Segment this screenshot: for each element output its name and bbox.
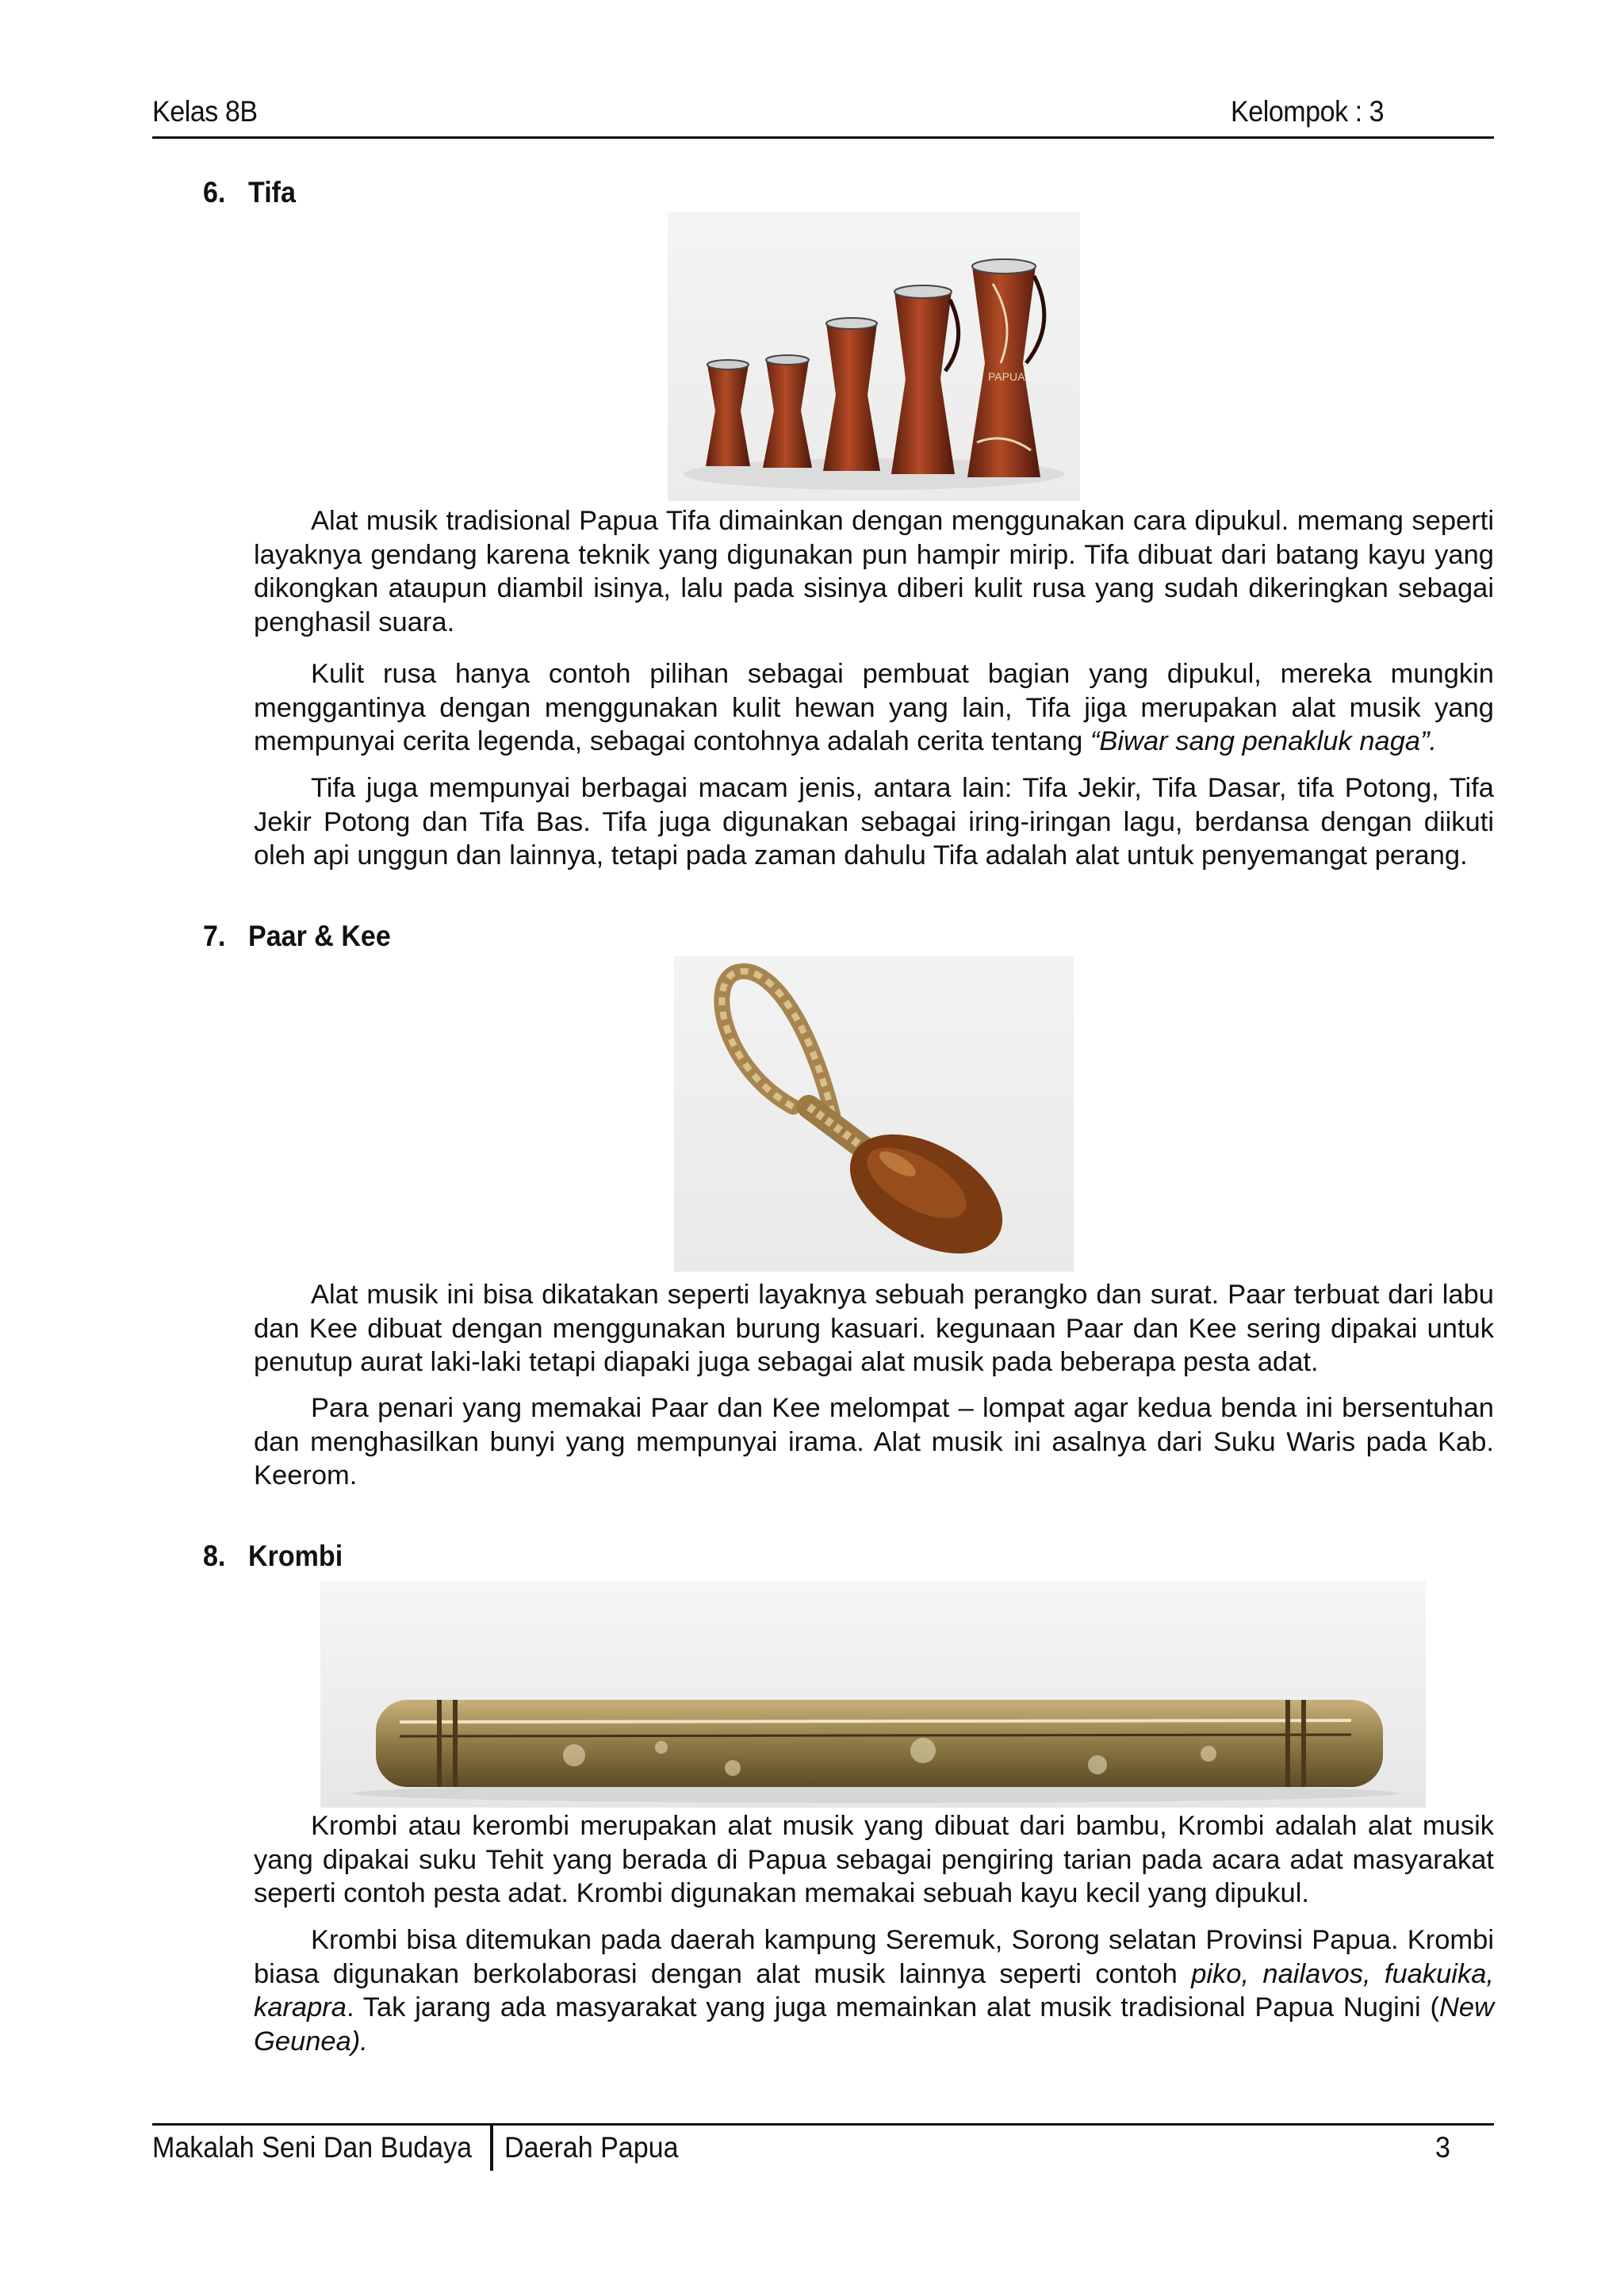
tifa-drum-large [891,285,959,474]
section-heading-krombi [203,1540,343,1573]
tifa-paragraph-1: Alat musik tradisional Papua Tifa dimainkan dengan menggunakan cara dipukul. memang seperti layaknya gendang karena teknik yang digunakan pun hampir mirip. Tifa dibuat dari batang kayu yang dikongkan ataupun diambil isinya, lalu pada sisinya diberi kulit rusa yang sudah dikeringkan sebagai penghasil suara. [254,506,1494,637]
krombi-image [320,1581,1426,1808]
tifa-paragraph-3: Tifa juga mempunyai berbagai macam jenis, antara lain: Tifa Jekir, Tifa Dasar, tifa Potong, Tifa Jekir Potong dan Tifa Bas. Tifa juga digunakan sebagai iring-iringan lagu, berdansa dengan diikuti oleh api unggun dan lainnya, tetapi pada zaman dahulu Tifa adalah alat untuk penyemangat perang. [254,773,1494,871]
tifa-drum-medium [823,318,880,471]
krombi-illustration [320,1581,1426,1808]
krombi-paragraph-2-cont: . Tak jarang ada masyarakat yang juga memainkan alat musik tradisional Papua Nugini ( [346,1992,1439,2022]
section-number: 7. [203,920,226,952]
tifa-drums-image [668,212,1080,501]
section-heading-paar-kee [203,920,391,953]
krombi-paragraph-2 [254,1923,1494,2058]
drum-label: PAPUA [988,370,1025,383]
section-number: 6. [203,176,226,209]
paar-kee-illustration [674,956,1074,1272]
header-group: Kelompok : 3 [1231,95,1385,128]
tifa-paragraph-2 [254,657,1494,759]
paar-kee-paragraph-1: Alat musik ini bisa dikatakan seperti layaknya sebuah perangko dan surat. Paar terbuat dari labu dan Kee dibuat dengan menggunakan burung kasuari. kegunaan Paar dan Kee sering dipakai untuk penutup aurat laki-laki tetapi diapaki juga sebagai alat musik pada beberapa pesta adat. [254,1280,1494,1377]
tifa-drum-small-2 [763,355,812,468]
footer-title: Makalah Seni Dan Budaya [152,2131,473,2164]
footer-region: Daerah Papua [504,2131,679,2164]
header-divider [152,136,1494,139]
header-class: Kelas 8B [152,95,258,128]
new-guinea-term: New Geunea). [254,1992,1494,2057]
section-title: Paar & Kee [248,920,391,952]
tifa-paragraph-2-text: Kulit rusa hanya contoh pilihan sebagai pembuat bagian yang dipukul, mereka mungkin menggantinya dengan menggunakan kulit hewan yang lain, Tifa jiga merupakan alat musik yang mempunyai cerita legenda, sebagai contohnya adalah cerita tentang [254,659,1494,756]
section-heading-tifa [203,176,296,209]
paar-kee-image [674,956,1074,1272]
section-number: 8. [203,1540,226,1572]
krombi-paragraph-2-text: Krombi bisa ditemukan pada daerah kampung Seremuk, Sorong selatan Provinsi Papua. Krombi biasa digunakan berkolaborasi dengan alat musik lainnya seperti contoh [254,1925,1494,1989]
footer-divider [152,2123,1494,2126]
footer-separator [490,2125,493,2171]
tifa-drums-illustration [668,212,1080,501]
tifa-drum-small [706,360,750,466]
section-title: Tifa [248,176,296,209]
legend-title: “Biwar sang penakluk naga”. [1090,726,1438,756]
instrument-list: piko, nailavos, fuakuika, karapra [254,1958,1494,2022]
paar-kee-paragraph-2: Para penari yang memakai Paar dan Kee melompat – lompat agar kedua benda ini bersentuhan dan menghasilkan bunyi yang mempunyai irama. Alat musik ini asalnya dari Suku Waris pada Kab. Keerom. [254,1393,1494,1490]
page-number: 3 [1435,2131,1450,2164]
section-title: Krombi [248,1540,343,1572]
tifa-drum-largest [967,259,1044,477]
krombi-paragraph-1: Krombi atau kerombi merupakan alat musik yang dibuat dari bambu, Krombi adalah alat musik yang dipakai suku Tehit yang berada di Papua sebagai pengiring tarian pada acara adat masyarakat seperti contoh pesta adat. Krombi digunakan memakai sebuah kayu kecil yang dipukul. [254,1811,1494,1908]
